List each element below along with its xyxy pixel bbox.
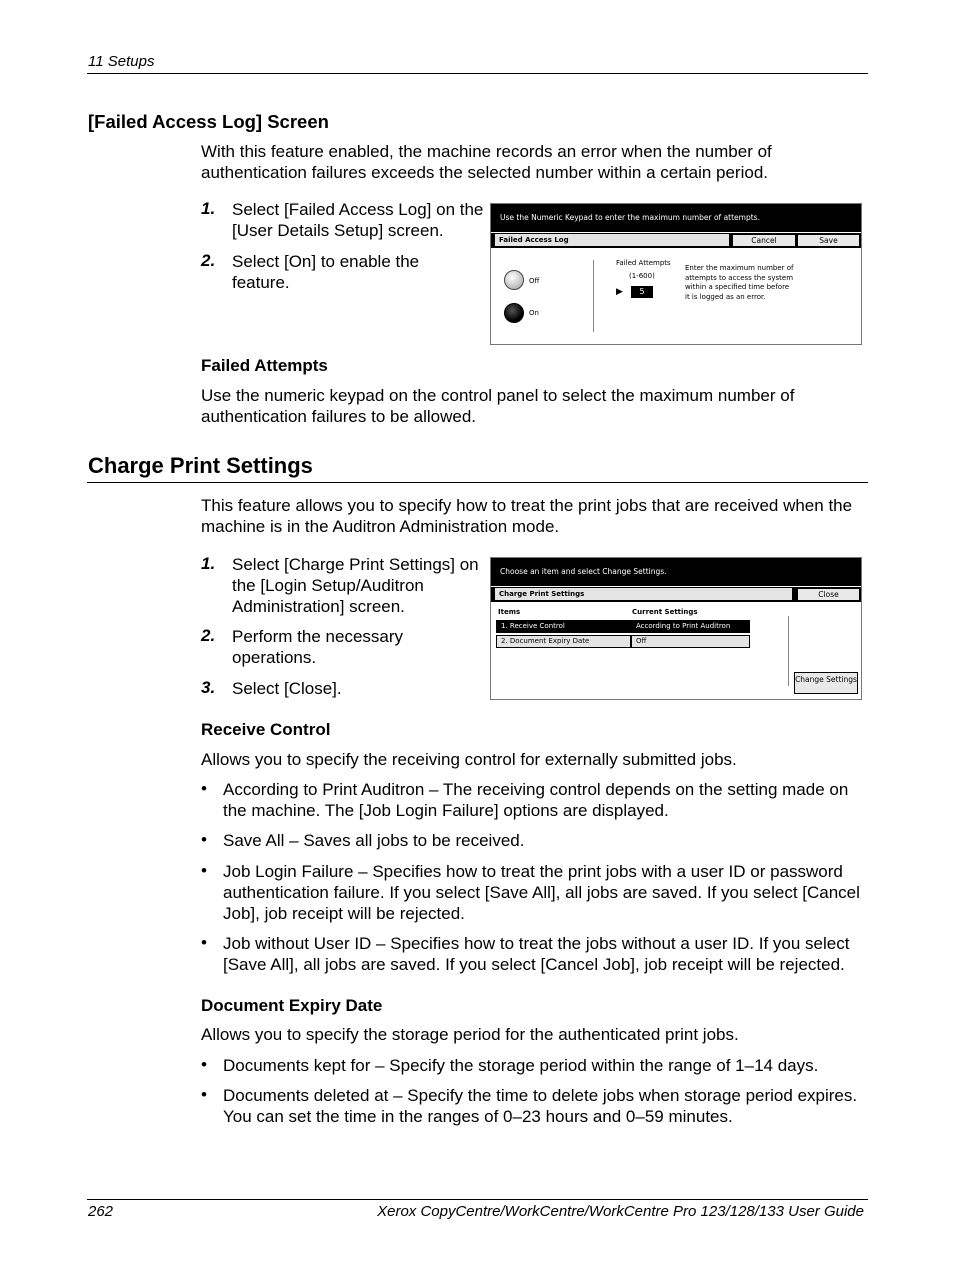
off-radio-button[interactable] (504, 270, 524, 290)
receive-control-text: Allows you to specify the receiving control for externally submitted jobs. (201, 750, 737, 769)
section-rule (87, 482, 868, 483)
on-radio-button[interactable] (504, 303, 524, 323)
bullet-icon: • (201, 830, 207, 849)
screen-instruction: Choose an item and select Change Settings. (491, 558, 861, 586)
list-item (201, 1055, 869, 1076)
bullet-icon: • (201, 779, 207, 798)
save-button[interactable]: Save (797, 234, 860, 247)
failed-access-log-screen (490, 203, 862, 345)
failed-attempts-range: (1-600) (629, 272, 655, 280)
row-item: 2. Document Expiry Date (496, 635, 631, 648)
list-item (201, 830, 869, 851)
step-number: 2. (201, 251, 216, 270)
row-value: According to Print Auditron (631, 620, 750, 633)
bullet-icon: • (201, 933, 207, 952)
bullet-text: According to Print Auditron – The receiving control depends on the setting made on the machine. The [Job Login Failure] options are displayed. (223, 780, 849, 820)
row-value: Off (631, 635, 750, 648)
running-header: 11 Setups (88, 53, 155, 70)
section-heading-failed-access-log: [Failed Access Log] Screen (88, 111, 329, 132)
bullet-text: Job without User ID – Specifies how to treat the jobs without a user ID. If you select [Save All], all jobs are saved. If you select [Cancel Job], job receipt will be rejected. (223, 934, 850, 974)
subheading-receive-control: Receive Control (201, 720, 331, 739)
failed-attempts-value[interactable]: 5 (631, 286, 653, 298)
pointer-arrow-icon: ▶ (616, 287, 623, 297)
step-text: Select [On] to enable the feature. (232, 252, 420, 292)
footer-rule (87, 1199, 868, 1200)
step-text: Select [Failed Access Log] on the [User Details Setup] screen. (232, 200, 484, 240)
bullet-icon: • (201, 1085, 207, 1104)
subheading-failed-attempts: Failed Attempts (201, 356, 328, 375)
expiry-text: Allows you to specify the storage period for the authenticated print jobs. (201, 1025, 739, 1044)
bullet-text: Documents kept for – Specify the storage period within the range of 1–14 days. (223, 1056, 819, 1075)
header-rule (87, 73, 868, 74)
list-item (201, 933, 869, 975)
subheading-document-expiry-date: Document Expiry Date (201, 996, 383, 1015)
bullet-text: Documents deleted at – Specify the time to delete jobs when storage period expires. You can set the time in the ranges of 0–23 hours and 0–59 minutes. (223, 1086, 858, 1126)
off-label: Off (529, 277, 540, 285)
step-number: 1. (201, 199, 216, 218)
failed-log-intro: With this feature enabled, the machine records an error when the number of authentication failures exceeds the selected number within a certain period. (201, 142, 772, 182)
table-row[interactable] (496, 635, 750, 648)
failed-attempts-text: Use the numeric keypad on the control panel to select the maximum number of authentication failures to be allowed. (201, 386, 795, 426)
row-item: 1. Receive Control (496, 620, 631, 633)
table-row[interactable] (496, 620, 750, 633)
failed-attempts-label: Failed Attempts (616, 259, 671, 267)
failed-log-step-2 (201, 251, 461, 293)
list-item (201, 861, 869, 924)
cancel-button[interactable]: Cancel (732, 234, 796, 247)
charge-intro: This feature allows you to specify how to treat the print jobs that are received when the machine is in the Auditron Administration mode. (201, 496, 853, 536)
step-text: Select [Close]. (232, 679, 342, 698)
bullet-text: Job Login Failure – Specifies how to treat the print jobs with a user ID or password authentication failure. If you select [Save All], all jobs are saved. If you select [Cancel Job], job receipt will be rejected. (223, 862, 860, 923)
failed-log-step-1 (201, 199, 486, 241)
step-text: Select [Charge Print Settings] on the [Login Setup/Auditron Administration] screen. (232, 555, 479, 616)
column-header-items: Items (498, 608, 521, 616)
vertical-divider (593, 260, 594, 332)
screen-help-text: Enter the maximum number of attempts to access the system within a specified time before it is logged as an error. (685, 264, 794, 301)
column-header-current-settings: Current Settings (632, 608, 698, 616)
change-settings-button[interactable]: Change Settings (794, 672, 858, 694)
bullet-icon: • (201, 861, 207, 880)
screen-title: Failed Access Log (495, 234, 729, 246)
step-number: 3. (201, 678, 216, 697)
page-number: 262 (88, 1203, 114, 1220)
charge-step-1 (201, 554, 481, 617)
list-item (201, 779, 869, 821)
section-heading-charge-print-settings: Charge Print Settings (88, 453, 313, 478)
list-item (201, 1085, 869, 1127)
bullet-text: Save All – Saves all jobs to be received. (223, 831, 525, 850)
charge-print-settings-screen (490, 557, 862, 700)
screen-instruction: Use the Numeric Keypad to enter the maximum number of attempts. (491, 204, 861, 232)
step-number: 1. (201, 554, 216, 573)
footer-title: Xerox CopyCentre/WorkCentre/WorkCentre Pro 123/128/133 User Guide (377, 1203, 864, 1220)
screen-title: Charge Print Settings (495, 588, 792, 600)
charge-step-3 (201, 678, 451, 699)
step-text: Perform the necessary operations. (232, 627, 404, 667)
step-number: 2. (201, 626, 216, 645)
on-label: On (529, 309, 539, 317)
bullet-icon: • (201, 1055, 207, 1074)
charge-step-2 (201, 626, 451, 668)
vertical-divider (788, 616, 789, 686)
close-button[interactable]: Close (797, 588, 860, 601)
